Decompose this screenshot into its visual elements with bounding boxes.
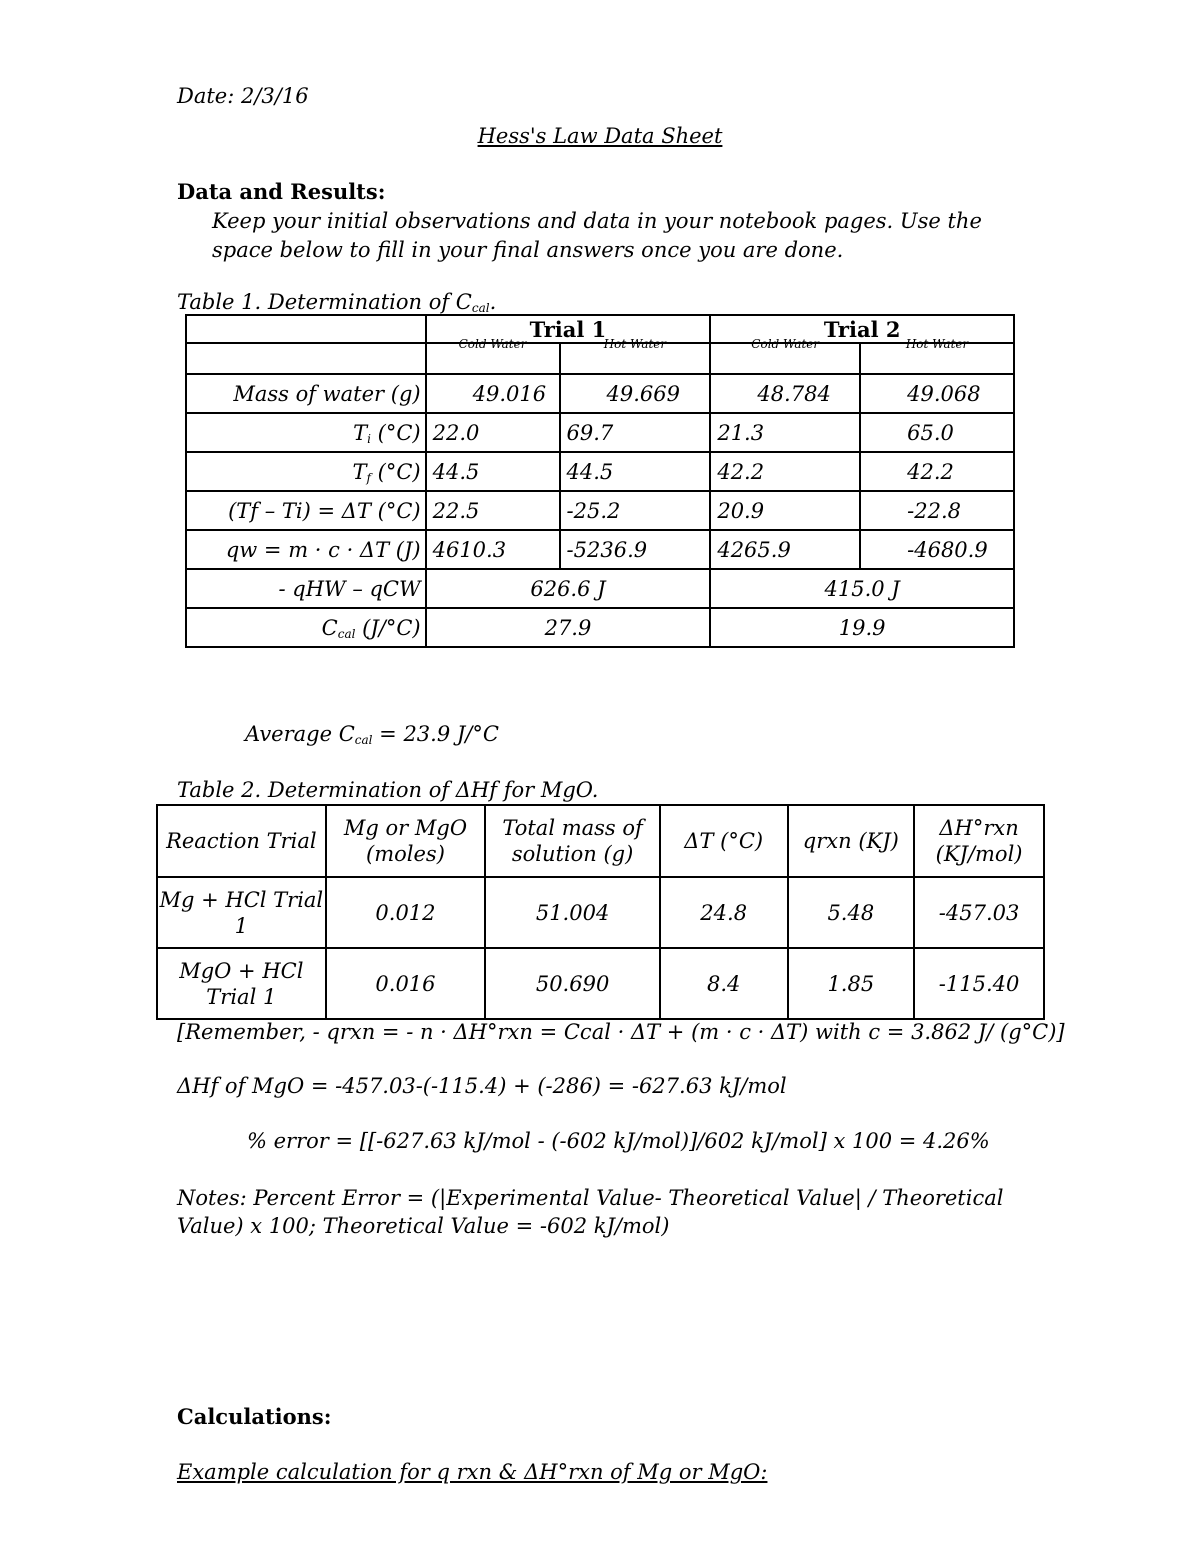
cold-water-header: Cold Water — [426, 343, 560, 374]
table-cell: -457.03 — [914, 877, 1044, 948]
table-cell: 42.2 — [860, 452, 1014, 491]
average-ccal: Average $C_{cal} = 23.9$ J/°C — [245, 722, 499, 747]
table-cell: 49.669 — [560, 374, 711, 413]
table-cell: 1.85 — [788, 948, 915, 1019]
table-cell: 415.0 J — [710, 569, 1014, 608]
table-cell: 69.7 — [560, 413, 711, 452]
row-label: $C_{cal}$ (J/°C) — [186, 608, 426, 647]
dhf-calculation: ΔHf of MgO = -457.03-(-115.4) + (-286) = -627.63 kJ/mol — [177, 1074, 787, 1098]
hot-water-header: Hot Water — [560, 343, 711, 374]
table-cell: 49.016 — [426, 374, 560, 413]
table1-water-header-row — [186, 343, 1014, 374]
table-cell — [186, 315, 426, 343]
table-cell: 21.3 — [710, 413, 860, 452]
table-cell: 5.48 — [788, 877, 915, 948]
table-cell: -115.40 — [914, 948, 1044, 1019]
intro-text: Keep your initial observations and data in your notebook pages. Use the space below to fill in your final answers once you are done. — [212, 209, 982, 262]
table-cell: 20.9 — [710, 491, 860, 530]
table-cell: 65.0 — [860, 413, 1014, 452]
column-header: Reaction Trial — [157, 805, 326, 877]
table1-trial-header-row — [186, 315, 1014, 343]
table-cell: 4610.3 — [426, 530, 560, 569]
table-cell: 27.9 — [426, 608, 711, 647]
table-cell: 49.068 — [860, 374, 1014, 413]
remember-note: [Remember, - qrxn = - n · ΔH°rxn = Ccal · ΔT + (m · c · ΔT) with c = 3.862 J/ (g°C)] — [177, 1020, 1065, 1044]
trial2-header: Trial 2 — [710, 315, 1014, 343]
table-row — [186, 608, 1014, 647]
table-cell: 22.0 — [426, 413, 560, 452]
column-header: qrxn (KJ) — [788, 805, 915, 877]
table-cell: Mg + HCl Trial 1 — [157, 877, 326, 948]
table-row — [186, 452, 1014, 491]
table-cell — [186, 343, 426, 374]
date-line: Date: 2/3/16 — [177, 84, 309, 108]
table-cell: 22.5 — [426, 491, 560, 530]
table-row — [186, 530, 1014, 569]
row-label: $T_i$ (°C) — [186, 413, 426, 452]
table-cell: MgO + HCl Trial 1 — [157, 948, 326, 1019]
table-cell: 44.5 — [560, 452, 711, 491]
table-row — [186, 374, 1014, 413]
row-label: (Tf – Ti) = ΔT (°C) — [186, 491, 426, 530]
table-cell: 42.2 — [710, 452, 860, 491]
data-results-heading: Data and Results: — [177, 179, 386, 204]
table-row — [186, 491, 1014, 530]
row-label: $T_f$ (°C) — [186, 452, 426, 491]
table2-enthalpy — [156, 804, 1045, 1020]
table-cell: 19.9 — [710, 608, 1014, 647]
table-cell: 8.4 — [660, 948, 788, 1019]
table-cell: -4680.9 — [860, 530, 1014, 569]
table-row — [186, 413, 1014, 452]
table-cell: 0.012 — [326, 877, 486, 948]
table-cell: 44.5 — [426, 452, 560, 491]
table1-caption: Table 1. Determination of $C_{cal}$. — [177, 290, 497, 315]
example-calculation-heading: Example calculation for q rxn & ΔH°rxn of Mg or MgO: — [177, 1460, 768, 1484]
table-cell: -25.2 — [560, 491, 711, 530]
table-cell: 48.784 — [710, 374, 860, 413]
row-label: qw = m · c · ΔT (J) — [186, 530, 426, 569]
column-header: Total mass of solution (g) — [485, 805, 660, 877]
table-cell: 51.004 — [485, 877, 660, 948]
table-cell: 50.690 — [485, 948, 660, 1019]
table-cell: 24.8 — [660, 877, 788, 948]
table-row — [186, 569, 1014, 608]
table-cell: 0.016 — [326, 948, 486, 1019]
column-header: ΔH°rxn (KJ/mol) — [914, 805, 1044, 877]
table-cell: 4265.9 — [710, 530, 860, 569]
table-row — [157, 948, 1044, 1019]
column-header: Mg or MgO (moles) — [326, 805, 486, 877]
table-cell: -22.8 — [860, 491, 1014, 530]
table1-calorimeter-constant — [185, 314, 1015, 648]
trial1-header: Trial 1 — [426, 315, 711, 343]
table-cell: -5236.9 — [560, 530, 711, 569]
row-label: - qHW – qCW — [186, 569, 426, 608]
table-row — [157, 877, 1044, 948]
notes-text: Notes: Percent Error = (|Experimental Value- Theoretical Value| / Theoretical Value) x 100; Theoretical Value = -602 kJ/mol) — [177, 1186, 1004, 1238]
percent-error: % error = [[-627.63 kJ/mol - (-602 kJ/mol)]/602 kJ/mol] x 100 = 4.26% — [247, 1129, 990, 1153]
row-label: Mass of water (g) — [186, 374, 426, 413]
calculations-heading: Calculations: — [177, 1404, 332, 1429]
hot-water-header: Hot Water — [860, 343, 1014, 374]
table2-header-row — [157, 805, 1044, 877]
cold-water-header: Cold Water — [710, 343, 860, 374]
table-cell: 626.6 J — [426, 569, 711, 608]
table2-caption: Table 2. Determination of ΔHf for MgO. — [177, 778, 599, 802]
page-title: Hess's Law Data Sheet — [477, 124, 723, 148]
column-header: ΔT (°C) — [660, 805, 788, 877]
